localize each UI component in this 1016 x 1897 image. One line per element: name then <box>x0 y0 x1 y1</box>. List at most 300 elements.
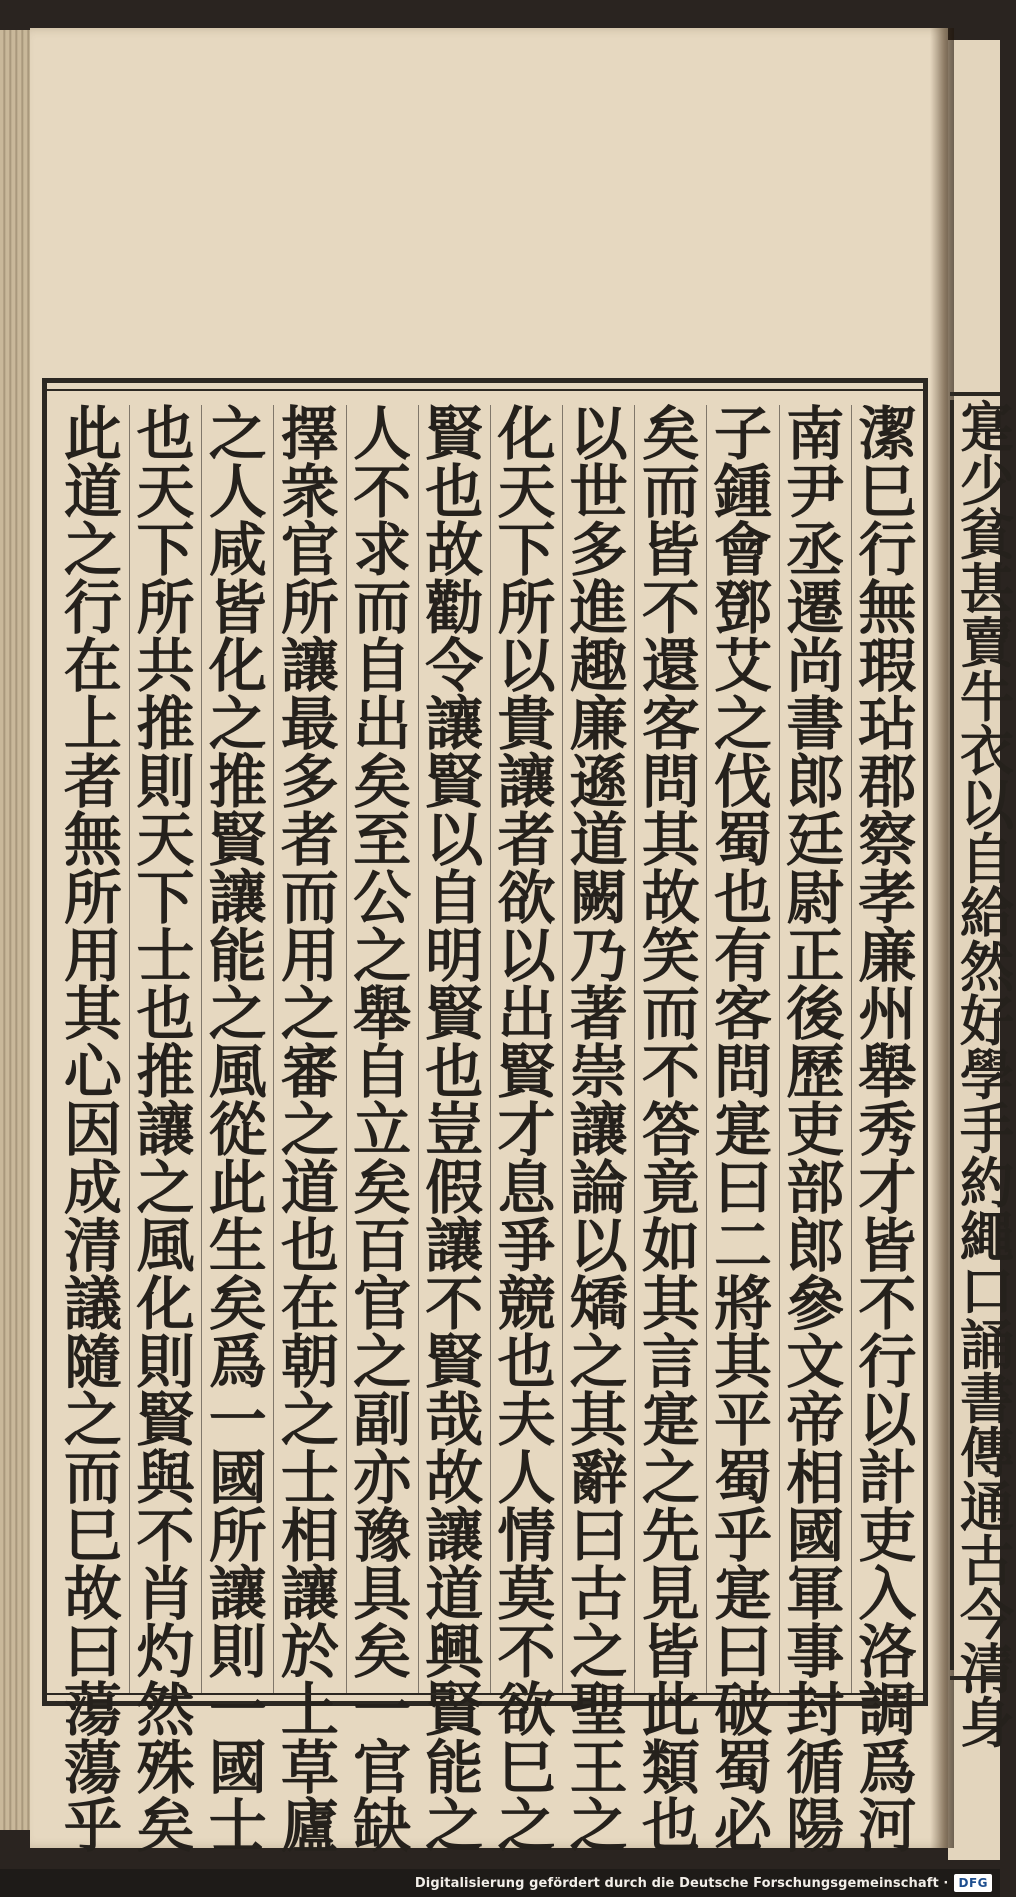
column-character: 河 <box>858 1792 917 1860</box>
column-character: 競 <box>497 1270 556 1338</box>
column-character: 肖 <box>136 1560 195 1628</box>
column-character: 計 <box>858 1444 917 1512</box>
column-character: 無 <box>858 574 917 642</box>
column-character: 讓 <box>425 1502 484 1570</box>
column-character: 破 <box>714 1676 773 1744</box>
column-character: 風 <box>208 1038 267 1106</box>
column-character: 之 <box>569 1328 628 1396</box>
column-character: 遷 <box>786 574 845 642</box>
column-character: 之 <box>425 1792 484 1860</box>
next-page-character: 繩 <box>960 1205 1014 1269</box>
column-character: 灼 <box>136 1618 195 1686</box>
column-character: 之 <box>136 1154 195 1222</box>
column-character: 如 <box>641 1212 700 1280</box>
column-character: 議 <box>63 1270 122 1338</box>
column-character: 上 <box>63 690 122 758</box>
column-character: 郡 <box>858 748 917 816</box>
next-page-character: 好 <box>960 989 1014 1053</box>
column-character: 其 <box>714 1328 773 1396</box>
column-character: 最 <box>280 690 339 758</box>
dfg-logo-text: DFG <box>958 1876 988 1890</box>
column-character: 求 <box>353 516 412 584</box>
column-character: 平 <box>714 1386 773 1454</box>
column-character: 則 <box>136 1328 195 1396</box>
column-character: 一 <box>353 1676 412 1744</box>
column-character: 賢 <box>425 1328 484 1396</box>
column-character: 將 <box>714 1270 773 1338</box>
text-column <box>490 400 562 1860</box>
column-character: 化 <box>136 1270 195 1338</box>
column-character: 乎 <box>63 1792 122 1860</box>
column-character: 巳 <box>63 1502 122 1570</box>
column-character: 以 <box>425 806 484 874</box>
text-columns <box>57 400 923 1860</box>
column-character: 此 <box>63 400 122 468</box>
column-character: 矣 <box>208 1270 267 1338</box>
column-character: 寔 <box>714 1560 773 1628</box>
column-character: 用 <box>63 922 122 990</box>
column-character: 相 <box>280 1502 339 1570</box>
text-column <box>779 400 851 1860</box>
column-character: 之 <box>497 1792 556 1860</box>
column-character: 客 <box>641 690 700 758</box>
column-character: 有 <box>714 922 773 990</box>
column-character: 世 <box>569 458 628 526</box>
column-character: 行 <box>858 1328 917 1396</box>
column-character: 答 <box>641 1096 700 1164</box>
next-page-column <box>950 395 1014 1755</box>
column-character: 道 <box>425 1560 484 1628</box>
column-character: 者 <box>280 806 339 874</box>
column-character: 讓 <box>497 748 556 816</box>
column-character: 之 <box>208 690 267 758</box>
column-character: 出 <box>497 980 556 1048</box>
column-character: 郎 <box>786 748 845 816</box>
column-character: 乎 <box>714 1502 773 1570</box>
column-character: 息 <box>497 1154 556 1222</box>
column-character: 王 <box>569 1734 628 1802</box>
column-character: 乃 <box>569 922 628 990</box>
column-character: 一 <box>208 1386 267 1454</box>
column-character: 行 <box>858 516 917 584</box>
column-character: 文 <box>786 1328 845 1396</box>
column-character: 朝 <box>280 1328 339 1396</box>
text-column <box>273 400 345 1860</box>
column-character: 情 <box>497 1502 556 1570</box>
column-character: 之 <box>353 922 412 990</box>
column-character: 假 <box>425 1154 484 1222</box>
column-character: 生 <box>208 1212 267 1280</box>
column-character: 不 <box>497 1618 556 1686</box>
column-character: 道 <box>280 1154 339 1222</box>
column-character: 舉 <box>353 980 412 1048</box>
column-character: 自 <box>353 1038 412 1106</box>
column-character: 於 <box>280 1618 339 1686</box>
column-character: 皆 <box>858 1212 917 1280</box>
column-character: 出 <box>353 690 412 758</box>
column-character: 一 <box>208 1676 267 1744</box>
column-character: 會 <box>714 516 773 584</box>
column-character: 進 <box>569 574 628 642</box>
column-character: 爭 <box>497 1212 556 1280</box>
text-column <box>418 400 490 1860</box>
column-character: 故 <box>425 516 484 584</box>
column-character: 道 <box>569 806 628 874</box>
next-page-character: 清 <box>960 1637 1014 1701</box>
column-character: 立 <box>353 1096 412 1164</box>
column-character: 自 <box>353 632 412 700</box>
column-character: 循 <box>786 1734 845 1802</box>
column-character: 曰 <box>63 1618 122 1686</box>
column-character: 上 <box>280 1676 339 1744</box>
column-character: 下 <box>136 516 195 584</box>
column-character: 不 <box>641 1038 700 1106</box>
text-column <box>346 400 418 1860</box>
column-character: 夫 <box>497 1386 556 1454</box>
column-character: 國 <box>208 1444 267 1512</box>
column-character: 之 <box>280 980 339 1048</box>
column-character: 化 <box>497 400 556 468</box>
column-character: 爲 <box>208 1328 267 1396</box>
column-character: 廬 <box>280 1792 339 1860</box>
column-character: 帝 <box>786 1386 845 1454</box>
column-character: 蜀 <box>714 806 773 874</box>
column-character: 廷 <box>786 806 845 874</box>
next-page-character: 貧 <box>960 503 1014 567</box>
column-character: 其 <box>641 1270 700 1338</box>
column-character: 缺 <box>353 1792 412 1860</box>
next-page-character: 自 <box>960 827 1014 891</box>
column-character: 尚 <box>786 632 845 700</box>
column-character: 曰 <box>714 1618 773 1686</box>
column-character: 士 <box>136 922 195 990</box>
column-character: 賢 <box>425 400 484 468</box>
next-page-character: 賣 <box>960 611 1014 675</box>
column-character: 崇 <box>569 1038 628 1106</box>
column-character: 官 <box>353 1734 412 1802</box>
column-character: 咸 <box>208 516 267 584</box>
column-character: 下 <box>497 516 556 584</box>
column-character: 成 <box>63 1154 122 1222</box>
next-page-character: 通 <box>960 1475 1014 1539</box>
column-character: 尉 <box>786 864 845 932</box>
next-page-character: 少 <box>960 449 1014 513</box>
column-character: 也 <box>136 980 195 1048</box>
column-character: 書 <box>786 690 845 758</box>
column-character: 察 <box>858 806 917 874</box>
column-character: 審 <box>280 1038 339 1106</box>
text-column <box>562 400 634 1860</box>
column-character: 之 <box>280 1386 339 1454</box>
column-character: 所 <box>208 1502 267 1570</box>
column-character: 也 <box>641 1792 700 1860</box>
column-character: 在 <box>280 1270 339 1338</box>
column-character: 士 <box>208 1792 267 1860</box>
column-character: 與 <box>136 1444 195 1512</box>
column-character: 相 <box>786 1444 845 1512</box>
column-character: 無 <box>63 806 122 874</box>
column-character: 欲 <box>497 864 556 932</box>
column-character: 吏 <box>858 1502 917 1570</box>
column-character: 此 <box>208 1154 267 1222</box>
column-character: 郎 <box>786 1212 845 1280</box>
next-page-character: 然 <box>960 935 1014 999</box>
column-character: 不 <box>641 574 700 642</box>
column-character: 天 <box>497 458 556 526</box>
column-character: 而 <box>63 1444 122 1512</box>
column-character: 客 <box>714 980 773 1048</box>
next-page-character: 以 <box>960 773 1014 837</box>
column-character: 見 <box>641 1560 700 1628</box>
column-character: 推 <box>136 1038 195 1106</box>
column-character: 才 <box>497 1096 556 1164</box>
column-character: 衆 <box>280 458 339 526</box>
column-character: 也 <box>497 1328 556 1396</box>
column-character: 擇 <box>280 400 339 468</box>
column-character: 瑕 <box>858 632 917 700</box>
column-character: 先 <box>641 1502 700 1570</box>
column-character: 讓 <box>569 1096 628 1164</box>
column-character: 之 <box>63 1386 122 1454</box>
column-character: 矣 <box>353 1154 412 1222</box>
column-character: 讓 <box>425 1212 484 1280</box>
column-character: 貴 <box>497 690 556 758</box>
column-character: 吏 <box>786 1096 845 1164</box>
column-character: 不 <box>425 1270 484 1338</box>
column-character: 共 <box>136 632 195 700</box>
column-character: 蕩 <box>63 1676 122 1744</box>
column-character: 也 <box>425 458 484 526</box>
column-character: 矯 <box>569 1270 628 1338</box>
column-character: 以 <box>858 1386 917 1454</box>
text-column <box>634 400 706 1860</box>
dfg-logo-icon <box>954 1874 992 1892</box>
column-character: 聖 <box>569 1676 628 1744</box>
column-character: 官 <box>280 516 339 584</box>
column-character: 子 <box>714 400 773 468</box>
column-character: 推 <box>208 748 267 816</box>
column-character: 賢 <box>425 1676 484 1744</box>
column-character: 論 <box>569 1154 628 1222</box>
column-character: 闕 <box>569 864 628 932</box>
column-character: 伐 <box>714 748 773 816</box>
column-character: 趣 <box>569 632 628 700</box>
column-character: 矣 <box>136 1792 195 1860</box>
column-character: 天 <box>136 806 195 874</box>
column-character: 多 <box>569 516 628 584</box>
column-character: 而 <box>641 980 700 1048</box>
column-character: 能 <box>425 1734 484 1802</box>
column-character: 則 <box>136 748 195 816</box>
column-character: 令 <box>425 632 484 700</box>
column-character: 因 <box>63 1096 122 1164</box>
column-character: 士 <box>280 1444 339 1512</box>
column-character: 舉 <box>858 1038 917 1106</box>
column-character: 莫 <box>497 1560 556 1628</box>
column-character: 之 <box>714 690 773 758</box>
column-character: 讓 <box>280 1560 339 1628</box>
column-character: 不 <box>353 458 412 526</box>
column-character: 艾 <box>714 632 773 700</box>
column-character: 矣 <box>353 1618 412 1686</box>
next-page-character: 學 <box>960 1043 1014 1107</box>
column-character: 從 <box>208 1096 267 1164</box>
next-page-character: 身 <box>960 1691 1014 1755</box>
column-character: 賢 <box>136 1386 195 1454</box>
column-character: 正 <box>786 922 845 990</box>
column-character: 後 <box>786 980 845 1048</box>
column-character: 清 <box>63 1212 122 1280</box>
column-character: 著 <box>569 980 628 1048</box>
column-character: 所 <box>63 864 122 932</box>
next-page-frame-bottom <box>950 1676 1000 1680</box>
column-character: 歷 <box>786 1038 845 1106</box>
column-character: 丞 <box>786 516 845 584</box>
column-character: 故 <box>425 1444 484 1512</box>
column-character: 參 <box>786 1270 845 1338</box>
column-character: 問 <box>714 1038 773 1106</box>
column-character: 人 <box>497 1444 556 1512</box>
column-character: 然 <box>136 1676 195 1744</box>
column-character: 軍 <box>786 1560 845 1628</box>
column-character: 孝 <box>858 864 917 932</box>
column-character: 具 <box>353 1560 412 1628</box>
column-character: 州 <box>858 980 917 1048</box>
column-character: 竟 <box>641 1154 700 1222</box>
column-character: 天 <box>136 458 195 526</box>
column-character: 鄧 <box>714 574 773 642</box>
column-character: 古 <box>569 1560 628 1628</box>
column-character: 類 <box>641 1734 700 1802</box>
column-character: 故 <box>63 1560 122 1628</box>
column-character: 潔 <box>858 400 917 468</box>
text-column <box>851 400 923 1860</box>
column-character: 才 <box>858 1154 917 1222</box>
column-character: 公 <box>353 864 412 932</box>
next-page-character: 手 <box>960 1097 1014 1161</box>
column-character: 所 <box>136 574 195 642</box>
column-character: 推 <box>136 690 195 758</box>
column-character: 也 <box>280 1212 339 1280</box>
column-character: 以 <box>497 922 556 990</box>
footer-credit: Digitalisierung gefördert durch die Deutsche Forschungsgemeinschaft · <box>414 1875 949 1891</box>
column-character: 之 <box>569 1618 628 1686</box>
column-character: 不 <box>136 1502 195 1570</box>
column-character: 風 <box>136 1212 195 1280</box>
next-page-character: 今 <box>960 1583 1014 1647</box>
column-character: 以 <box>569 1212 628 1280</box>
column-character: 人 <box>208 458 267 526</box>
column-character: 國 <box>786 1502 845 1570</box>
column-character: 明 <box>425 922 484 990</box>
next-page-character: 衣 <box>960 719 1014 783</box>
column-character: 讓 <box>280 632 339 700</box>
column-character: 故 <box>641 864 700 932</box>
column-character: 亦 <box>353 1444 412 1512</box>
column-character: 讓 <box>425 690 484 758</box>
column-character: 化 <box>208 632 267 700</box>
column-character: 而 <box>280 864 339 932</box>
column-character: 殊 <box>136 1734 195 1802</box>
next-page-character: 寔 <box>960 395 1014 459</box>
column-character: 副 <box>353 1386 412 1454</box>
column-character: 讓 <box>208 864 267 932</box>
column-character: 草 <box>280 1734 339 1802</box>
column-character: 此 <box>641 1676 700 1744</box>
column-character: 皆 <box>641 516 700 584</box>
column-character: 辭 <box>569 1444 628 1512</box>
column-character: 至 <box>353 806 412 874</box>
column-character: 廉 <box>858 922 917 990</box>
column-character: 笑 <box>641 922 700 990</box>
column-character: 欲 <box>497 1676 556 1744</box>
column-character: 玷 <box>858 690 917 758</box>
column-character: 而 <box>353 574 412 642</box>
next-page-character: 誦 <box>960 1313 1014 1377</box>
column-character: 能 <box>208 922 267 990</box>
column-character: 入 <box>858 1560 917 1628</box>
column-character: 下 <box>136 864 195 932</box>
column-character: 之 <box>353 1328 412 1396</box>
text-column <box>129 400 201 1860</box>
column-character: 也 <box>425 1038 484 1106</box>
column-character: 勸 <box>425 574 484 642</box>
column-character: 之 <box>63 516 122 584</box>
column-character: 之 <box>208 400 267 468</box>
column-character: 廉 <box>569 690 628 758</box>
column-character: 以 <box>497 632 556 700</box>
column-character: 陽 <box>786 1792 845 1860</box>
column-character: 言 <box>641 1328 700 1396</box>
column-character: 所 <box>280 574 339 642</box>
column-character: 也 <box>136 400 195 468</box>
column-character: 調 <box>858 1676 917 1744</box>
column-character: 所 <box>497 574 556 642</box>
text-column <box>706 400 778 1860</box>
column-character: 多 <box>280 748 339 816</box>
column-character: 矣 <box>641 400 700 468</box>
column-character: 人 <box>353 400 412 468</box>
column-character: 之 <box>280 1096 339 1164</box>
column-character: 以 <box>569 400 628 468</box>
column-character: 在 <box>63 632 122 700</box>
column-character: 其 <box>63 980 122 1048</box>
column-character: 鍾 <box>714 458 773 526</box>
column-character: 賢 <box>208 806 267 874</box>
book-edge <box>0 30 34 1830</box>
next-page-character: 口 <box>960 1259 1014 1323</box>
column-character: 還 <box>641 632 700 700</box>
column-character: 尹 <box>786 458 845 526</box>
column-character: 興 <box>425 1618 484 1686</box>
column-character: 而 <box>641 458 700 526</box>
next-page-character: 甚 <box>960 557 1014 621</box>
text-column <box>57 400 129 1860</box>
column-character: 二 <box>714 1212 773 1280</box>
column-character: 事 <box>786 1618 845 1686</box>
column-character: 則 <box>208 1618 267 1686</box>
column-character: 矣 <box>353 748 412 816</box>
column-character: 賢 <box>425 980 484 1048</box>
next-page-character: 傳 <box>960 1421 1014 1485</box>
column-character: 其 <box>641 806 700 874</box>
column-character: 封 <box>786 1676 845 1744</box>
next-page-character: 古 <box>960 1529 1014 1593</box>
column-character: 問 <box>641 748 700 816</box>
column-character: 遜 <box>569 748 628 816</box>
column-character: 爲 <box>858 1734 917 1802</box>
column-character: 皆 <box>641 1618 700 1686</box>
